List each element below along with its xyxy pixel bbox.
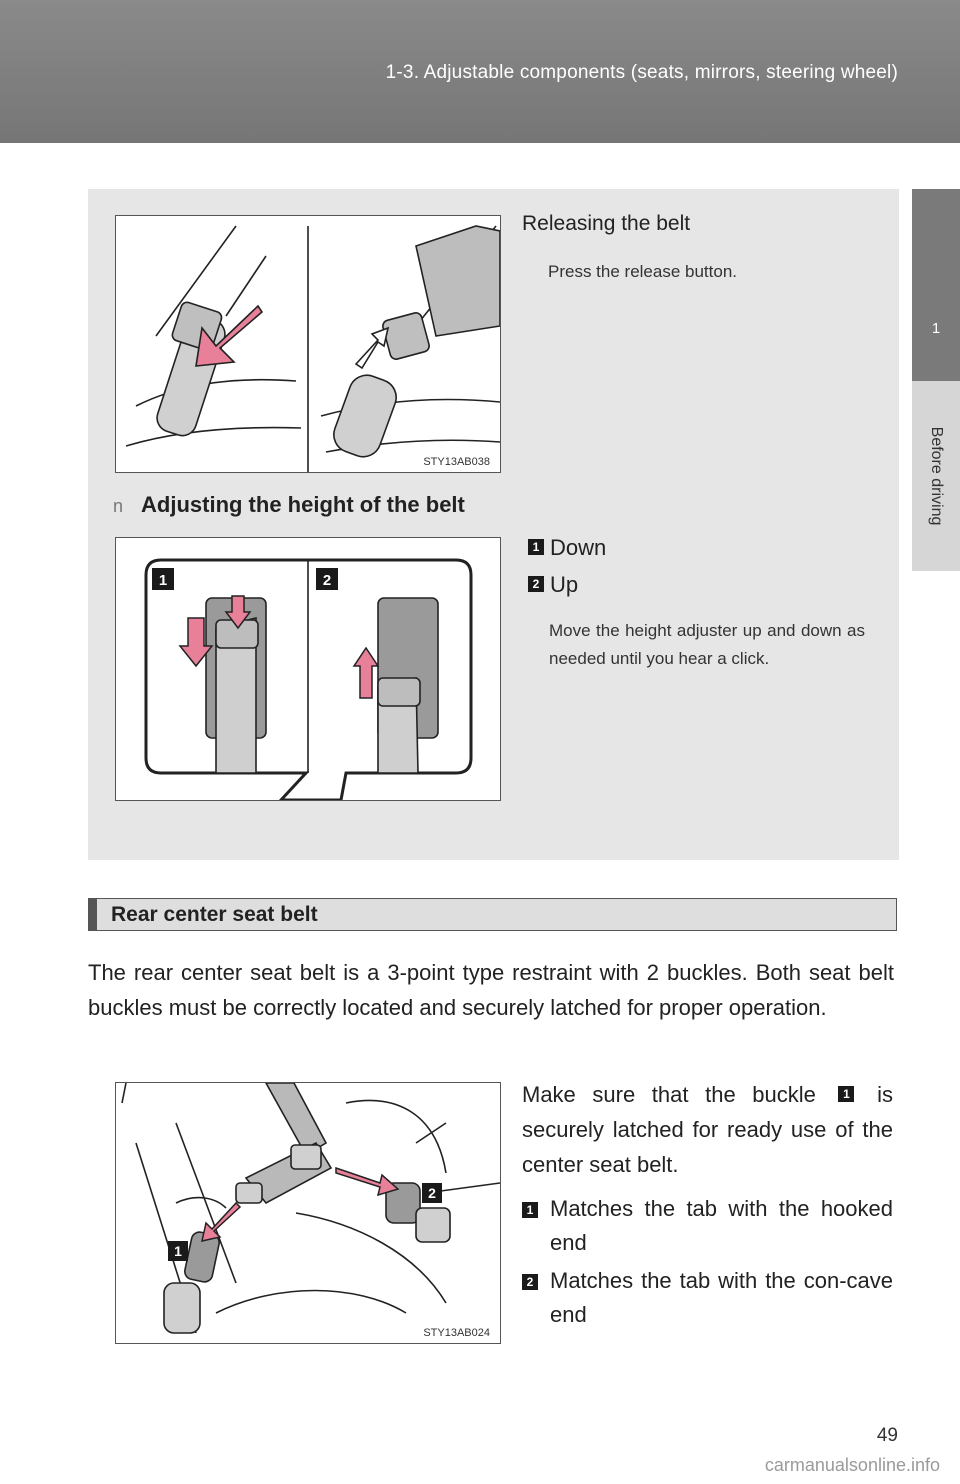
callout-2: 2 (322, 572, 332, 589)
header-title: 1-3. Adjustable components (seats, mirrors, steering wheel) (385, 62, 898, 83)
height-item-label: Up (550, 572, 579, 597)
callout-1: 1 (158, 572, 168, 589)
buckle-instruction (522, 1077, 893, 1182)
fig-callout-1: 1 (174, 1243, 182, 1259)
list-item (522, 1264, 893, 1332)
releasing-heading: Releasing the belt (522, 212, 691, 235)
page-number: 49 (876, 1425, 898, 1446)
release-belt-figure (115, 215, 501, 473)
section-heading-bar (88, 898, 897, 931)
height-item-up (528, 572, 578, 598)
figure-code: STY13AB024 (423, 1327, 490, 1339)
list-item-label: Matches the tab with the con-cave end (550, 1268, 893, 1327)
height-item-down (528, 535, 606, 561)
page-header (0, 0, 960, 143)
height-heading-row (113, 492, 465, 518)
releasing-text: Press the release button. (548, 262, 738, 281)
rear-center-belt-illustration (116, 1083, 500, 1343)
height-heading: Adjusting the height of the belt (141, 492, 465, 517)
height-item-label: Down (550, 535, 607, 560)
release-belt-illustration (116, 216, 500, 472)
number-badge: 1 (528, 539, 544, 555)
chapter-number: 1 (931, 320, 941, 337)
rear-center-belt-figure (115, 1082, 501, 1344)
height-adjuster-illustration (116, 538, 500, 800)
section-title: Rear center seat belt (111, 903, 318, 926)
chapter-label: Before driving (928, 426, 945, 526)
watermark: carmanualsonline.info (764, 1455, 940, 1475)
number-badge: 1 (522, 1202, 538, 1218)
bullet-marker: n (113, 496, 124, 516)
height-text: Move the height adjuster up and down as needed until you hear a click. (549, 621, 865, 668)
instruction-before: Make sure that the buckle (522, 1082, 816, 1107)
fig-callout-2: 2 (428, 1185, 436, 1201)
list-item-label: Matches the tab with the hooked end (550, 1196, 893, 1255)
number-badge: 2 (528, 576, 544, 592)
list-item (522, 1192, 893, 1260)
instruction-after: is securely latched for ready use of the center seat belt. (522, 1082, 893, 1177)
concave-end-arrow-icon (336, 1168, 398, 1195)
height-adjuster-figure (115, 537, 501, 801)
number-badge: 2 (522, 1274, 538, 1290)
section-paragraph: The rear center seat belt is a 3-point type restraint with 2 buckles. Both seat belt buckles must be correctly located and securely latched for proper operation. (88, 960, 894, 1020)
figure-code: STY13AB038 (423, 456, 490, 468)
number-badge: 1 (838, 1086, 854, 1102)
release-arrow-icon (356, 328, 388, 368)
chapter-tab (912, 189, 960, 381)
